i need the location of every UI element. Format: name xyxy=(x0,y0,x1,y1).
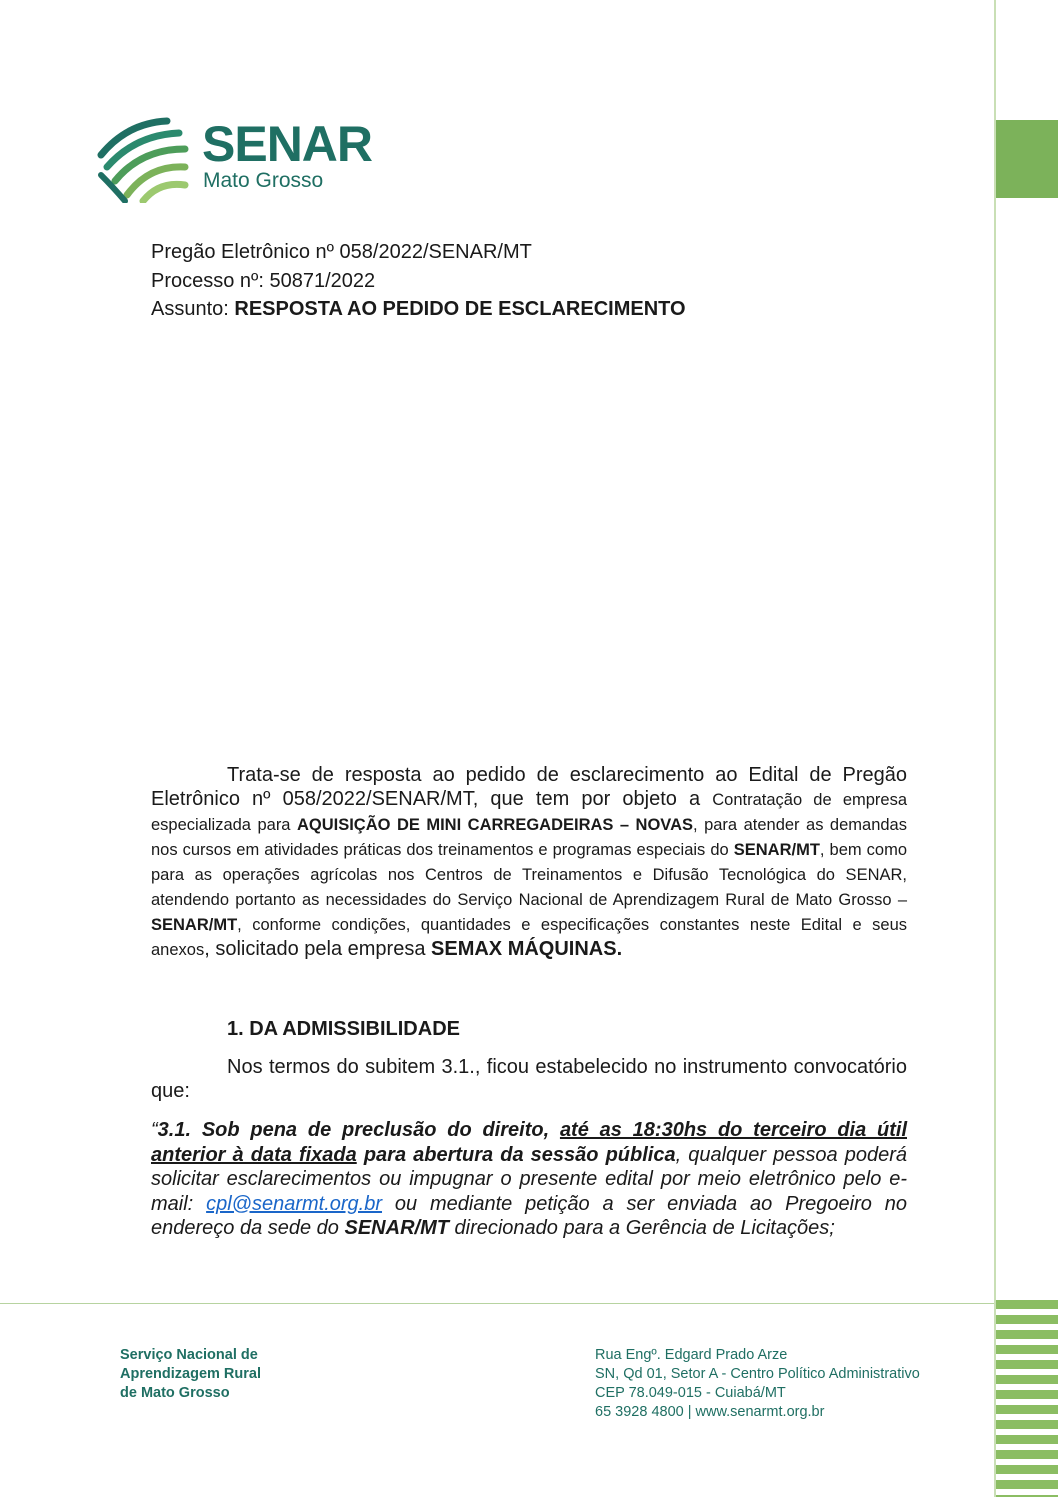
footer-org-line: Serviço Nacional de xyxy=(120,1347,258,1363)
clause-text-3: direcionado para a Gerência de Licitações; xyxy=(448,1217,835,1239)
clause-deadline: até as 18:30hs do terceiro dia útil anterior à data fixada xyxy=(151,1119,907,1166)
quoted-clause xyxy=(151,1118,907,1241)
footer-divider xyxy=(0,1303,994,1304)
intro-text-5: , conforme condições, quantidades e especificações constantes neste Edital e seus anexos xyxy=(151,916,907,959)
intro-company: SEMAX MÁQUINAS. xyxy=(431,938,623,960)
intro-paragraph xyxy=(151,763,907,962)
footer-organization xyxy=(120,1346,261,1403)
intro-text-4: , bem como para as operações agrícolas nos Centros de Treinamentos e Difusão Tecnológica do SENAR, atendendo portanto as necessidades do Serviço Nacional de Aprendizagem Rural de Mato Grosso – xyxy=(151,841,908,909)
header-pregao: Pregão Eletrônico nº 058/2022/SENAR/MT xyxy=(151,241,532,263)
intro-object: AQUISIÇÃO DE MINI CARREGADEIRAS – NOVAS xyxy=(296,816,694,834)
email-link[interactable]: cpl@senarmt.org.br xyxy=(206,1192,383,1215)
header-assunto xyxy=(151,295,686,323)
subject-value: RESPOSTA AO PEDIDO DE ESCLARECIMENTO xyxy=(234,298,686,320)
intro-text-1: Trata-se de resposta ao pedido de esclarecimento ao Edital de Pregão Eletrônico nº 058/2022/SENAR/MT, que tem por objeto a xyxy=(151,764,907,810)
footer-address-line: CEP 78.049-015 - Cuiabá/MT xyxy=(595,1385,786,1401)
logo-wordmark: SENAR xyxy=(202,116,373,172)
footer-org-line: de Mato Grosso xyxy=(120,1385,230,1401)
section-text: Nos termos do subitem 3.1., ficou estabelecido no instrumento convocatório que: xyxy=(151,1056,907,1102)
intro-senar-2: SENAR/MT xyxy=(151,916,238,934)
footer-address-line: Rua Engº. Edgard Prado Arze xyxy=(595,1347,788,1363)
footer-address xyxy=(595,1346,920,1422)
footer-org-line: Aprendizagem Rural xyxy=(120,1366,261,1382)
section-paragraph xyxy=(151,1055,907,1103)
clause-heading: 3.1. Sob pena de preclusão do direito, xyxy=(157,1119,560,1141)
section-title: 1. DA ADMISSIBILIDADE xyxy=(227,1018,460,1040)
logo-subtitle: Mato Grosso xyxy=(203,169,324,192)
intro-text-2: Contratação de empresa especializada para xyxy=(151,791,908,834)
senar-logo-icon xyxy=(97,115,189,203)
intro-text-3: , para atender as demandas nos cursos em atividades práticas dos treinamentos e programas especiais do xyxy=(151,816,907,859)
clause-session: para abertura da sessão pública xyxy=(356,1143,676,1166)
green-stripes-decoration xyxy=(996,1300,1058,1497)
footer-address-line: SN, Qd 01, Setor A - Centro Político Administrativo xyxy=(595,1366,920,1382)
subject-label: Assunto: xyxy=(151,298,235,320)
green-accent-block xyxy=(996,120,1058,198)
intro-text-6: , solicitado pela empresa xyxy=(204,938,432,960)
clause-text-1: , qualquer pessoa poderá solicitar esclarecimentos ou impugnar o presente edital por meio eletrônico pelo e-mail: xyxy=(151,1143,907,1215)
clause-senar: SENAR/MT xyxy=(344,1217,449,1239)
footer-contact-line: 65 3928 4800 | www.senarmt.org.br xyxy=(595,1404,825,1420)
right-edge-line xyxy=(994,0,996,1497)
quote-mark: “ xyxy=(151,1119,158,1141)
clause-text-2: ou mediante petição a ser enviada ao Pregoeiro no endereço da sede do xyxy=(151,1192,907,1239)
intro-senar-1: SENAR/MT xyxy=(733,841,820,859)
header-processo: Processo nº: 50871/2022 xyxy=(151,270,376,292)
